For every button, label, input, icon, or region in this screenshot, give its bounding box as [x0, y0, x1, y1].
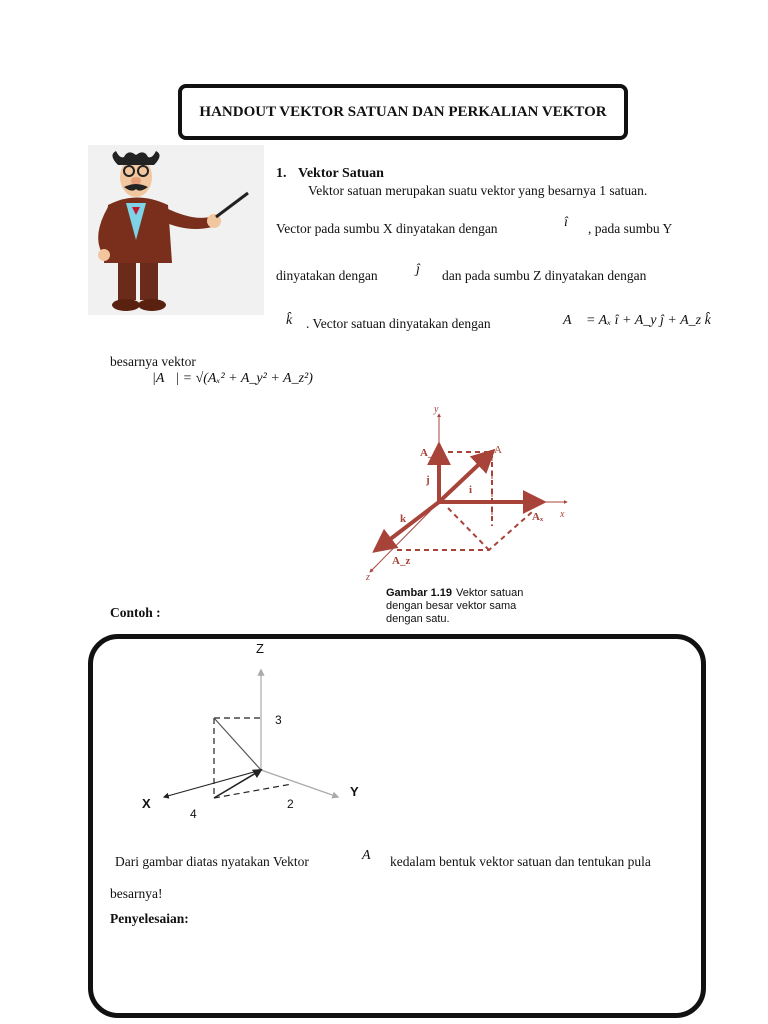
question-line-c: besarnya! — [110, 886, 163, 901]
vector-equation: A⃗ = Aₓ î + A_y ĵ + A_z k̂ — [563, 313, 711, 328]
magnitude-label: besarnya vektor — [110, 354, 196, 369]
unit-k-symbol: k̂ — [286, 313, 293, 328]
professor-illustration — [88, 145, 264, 315]
para-line-4: . Vector satuan dinyatakan dengan — [306, 316, 491, 331]
fig-label-ax: Aₓ — [532, 511, 544, 523]
ex-axis-y: Y — [350, 784, 359, 799]
fig-axis-y: y — [434, 404, 439, 415]
fig-label-i: i — [469, 484, 473, 496]
example-diagram — [130, 640, 380, 825]
ex-value-3: 3 — [275, 713, 282, 727]
fig-label-j: j — [426, 474, 430, 486]
section-heading — [276, 166, 384, 182]
title-box — [178, 84, 628, 140]
solution-label: Penyelesaian: — [110, 911, 189, 926]
section-number: 1. — [276, 166, 287, 181]
question-vector-symbol: A⃗ — [362, 848, 382, 863]
para-line-2b: , pada sumbu Y — [588, 221, 673, 236]
example-label: Contoh : — [110, 605, 161, 620]
fig-label-ay: A_y — [420, 447, 439, 459]
fig-label-a: A — [494, 444, 502, 456]
page-title: HANDOUT VEKTOR SATUAN DAN PERKALIAN VEKTOR — [199, 103, 607, 120]
question-line-a: Dari gambar diatas nyatakan Vektor — [115, 854, 309, 869]
para-line-1: Vektor satuan merupakan suatu vektor yang besarnya 1 satuan. — [308, 183, 648, 198]
unit-vector-figure — [362, 400, 582, 632]
section-title: Vektor Satuan — [298, 166, 384, 181]
fig-label-az: A_z — [392, 555, 411, 567]
fig-axis-x: x — [560, 509, 565, 520]
figure-caption-3: dengan satu. — [386, 613, 450, 625]
para-line-2a: Vector pada sumbu X dinyatakan dengan — [276, 221, 498, 236]
ex-value-4: 4 — [190, 807, 197, 821]
ex-axis-x: X — [142, 796, 151, 811]
figure-caption-1: Gambar 1.19 Vektor satuan — [386, 587, 524, 599]
unit-j-symbol: ĵ — [416, 262, 420, 277]
ex-axis-z: Z — [256, 641, 264, 656]
ex-value-2: 2 — [287, 797, 294, 811]
para-line-3b: dan pada sumbu Z dinyatakan dengan — [442, 268, 647, 283]
unit-i-symbol: î — [564, 215, 568, 230]
fig-label-k: k — [400, 513, 407, 525]
question-line-b: kedalam bentuk vektor satuan dan tentukan pula — [390, 854, 651, 869]
fig-axis-z: z — [366, 572, 370, 583]
magnitude-equation: |A⃗| = √(Aₓ² + A_y² + A_z²) — [152, 371, 313, 386]
para-line-3a: dinyatakan dengan — [276, 268, 378, 283]
figure-caption-2: dengan besar vektor sama — [386, 600, 517, 612]
